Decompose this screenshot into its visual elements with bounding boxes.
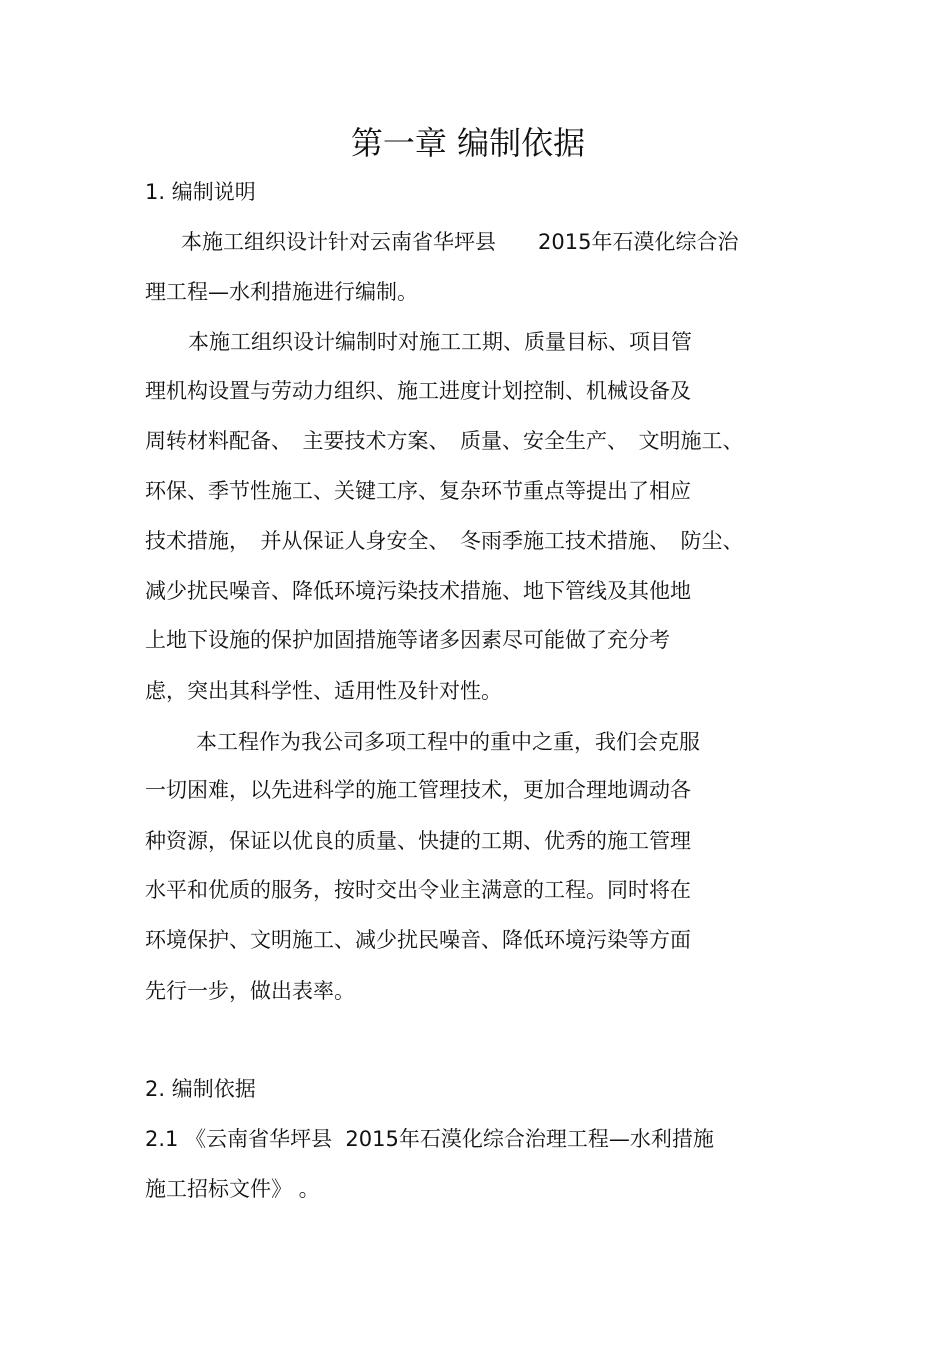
- paragraph-line: 环保、季节性施工、关键工序、复杂环节重点等提出了相应: [145, 479, 691, 503]
- paragraph-line: 上地下设施的保护加固措施等诸多因素尽可能做了充分考: [145, 628, 670, 652]
- paragraph-line: 水平和优质的服务，按时交出令业主满意的工程。同时将在: [145, 878, 691, 902]
- paragraph-line: 技术措施， 并从保证人身安全、 冬雨季施工技术措施、 防尘、: [145, 529, 744, 553]
- paragraph-line: 周转材料配备、 主要技术方案、 质量、安全生产、 文明施工、: [145, 429, 744, 453]
- section-heading-2: 2. 编制依据: [145, 1077, 256, 1101]
- paragraph-line: 减少扰民噪音、降低环境污染技术措施、地下管线及其他地: [145, 579, 691, 603]
- paragraph-line: 本施工组织设计编制时对施工工期、质量目标、项目管: [188, 330, 692, 354]
- section-heading-1: 1. 编制说明: [145, 180, 256, 204]
- paragraph-line: 种资源，保证以优良的质量、快捷的工期、优秀的施工管理: [145, 829, 691, 853]
- list-item-line: 施工招标文件》 。: [145, 1177, 320, 1201]
- paragraph-line: 理机构设置与劳动力组织、施工进度计划控制、机械设备及: [145, 379, 691, 403]
- list-item-line: 2.1 《云南省华坪县 2015年石漠化综合治理工程—水利措施: [145, 1127, 714, 1151]
- paragraph-line: 虑，突出其科学性、适用性及针对性。: [145, 679, 502, 703]
- paragraph-line: 本工程作为我公司多项工程中的重中之重，我们会克服: [196, 730, 700, 754]
- chapter-title: 第一章 编制依据: [350, 124, 586, 162]
- paragraph-line: 环境保护、文明施工、减少扰民噪音、降低环境污染等方面: [145, 928, 691, 952]
- paragraph-line: 先行一步，做出表率。: [145, 979, 355, 1003]
- paragraph-line: 理工程—水利措施进行编制。: [145, 280, 418, 304]
- paragraph-line: 一切困难，以先进科学的施工管理技术，更加合理地调动各: [145, 778, 691, 802]
- paragraph-line: 本施工组织设计针对云南省华坪县 2015年石漠化综合治: [181, 230, 739, 254]
